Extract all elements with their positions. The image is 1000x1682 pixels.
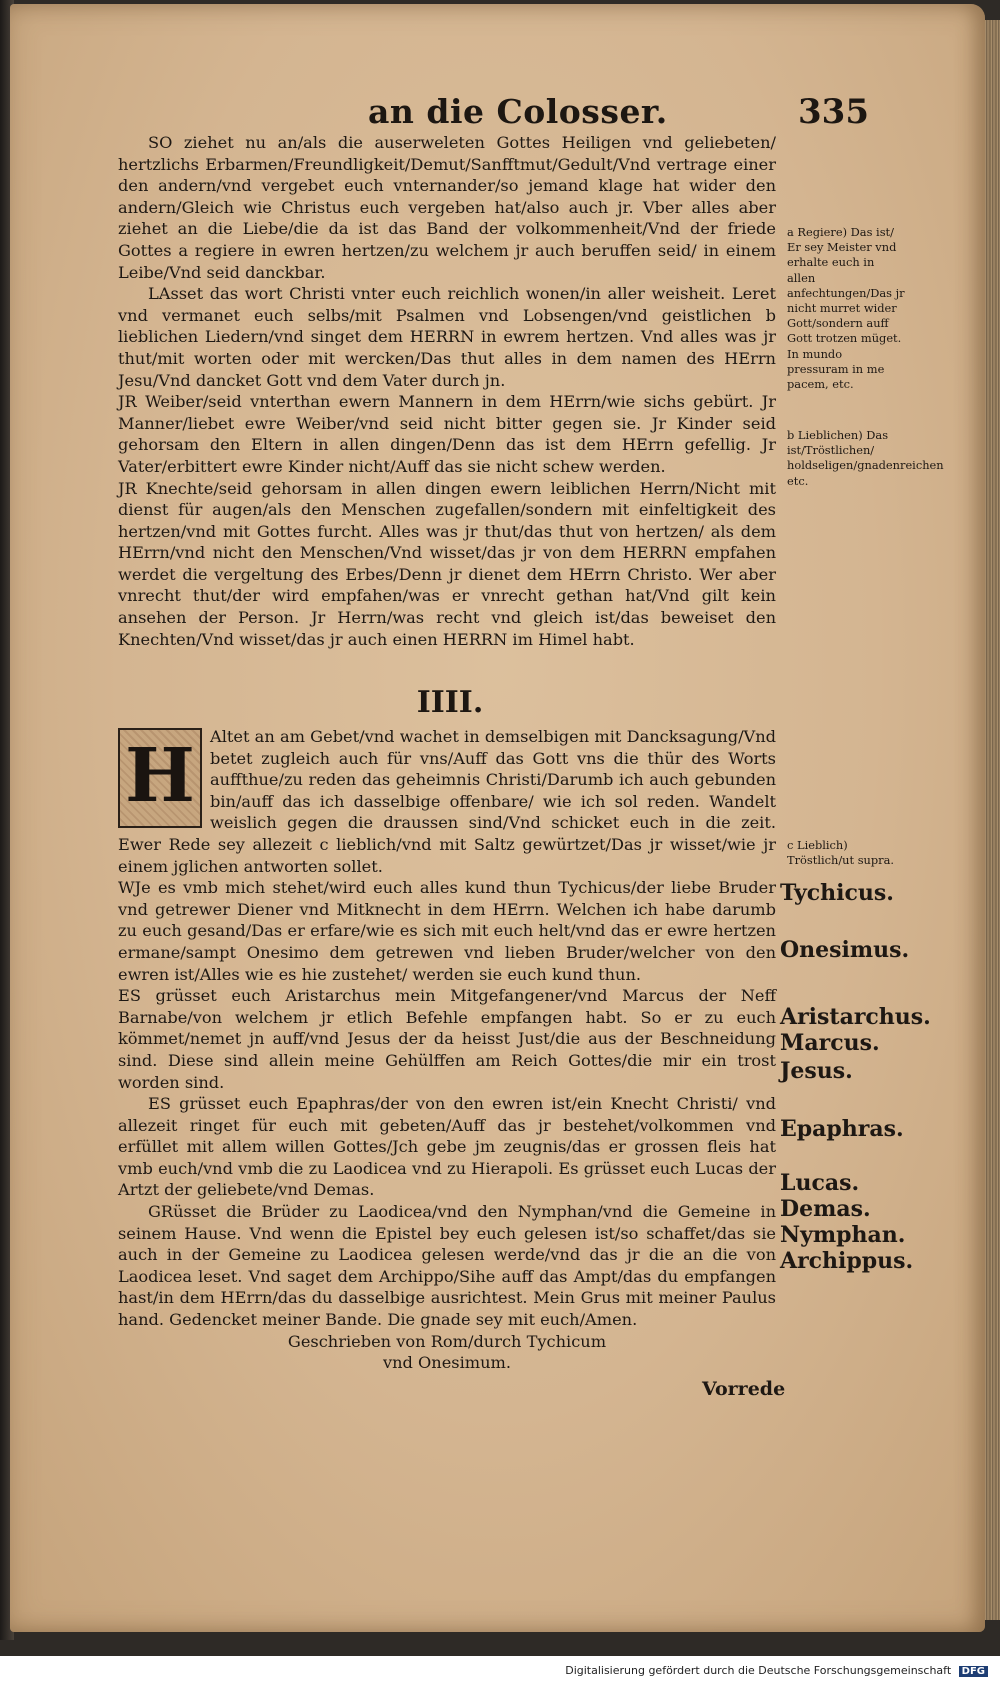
margin-name: Archippus. bbox=[780, 1248, 914, 1274]
paragraph: LAsset das wort Christi vnter euch reichlich wonen/in aller weisheit. Leret vnd vermanet euch selbs/mit Psalmen vnd Lobsengen/vnd geistlichen b lieblichen Liedern/vnd singet dem HERRN in ewrem hertzen. Vnd alles was jr thut/mit worten oder mit wercken/Das thut alles in dem namen des HErrn Jesu/Vnd dancket Gott vnd dem Vater durch jn. bbox=[118, 284, 776, 390]
paragraph: SO ziehet nu an/als die auserweleten Gottes Heiligen vnd geliebeten/ hertzlichs Erbarmen/Freundligkeit/Demut/Sanfftmut/Gedult/Vnd vertrage einer den andern/vnd vergebet euch vnternander/so jemand klage hat wider den andern/Gleich wie Christus euch vergeben hat/also auch jr. Vber alles aber ziehet an die Liebe/die da ist das Band der volkommenheit/Vnd der friede Gottes a regiere in ewren hertzen/zu welchem jr auch beruffen seid/ in einem Leibe/Vnd seid danckbar. bbox=[118, 133, 776, 282]
decorated-initial-letter: H bbox=[125, 733, 195, 819]
colophon-line: Geschrieben von Rom/durch Tychicum bbox=[287, 1331, 607, 1351]
text-block-lower bbox=[118, 726, 776, 1374]
colophon-line: vnd Onesimum. bbox=[382, 1353, 512, 1373]
margin-name: Lucas. bbox=[780, 1170, 860, 1196]
paragraph: GRüsset die Brüder zu Laodicea/vnd den Nymphan/vnd die Gemeine in seinem Hause. Vnd wenn die Epistel bey euch gelesen ist/so schaffet/das sie auch in der Gemeine zu Laodicea gelesen werde/vnd das jr die an die von Laodicea leset. Vnd saget dem Archippo/Sihe auff das Ampt/das du empfangen hast/in dem HErrn/das du dasselbige ausrichtest. Mein Grus mit meiner Paulus hand. Gedencket meiner Bande. Die gnade sey mit euch/Amen. bbox=[118, 1202, 776, 1330]
text-block-upper bbox=[118, 132, 776, 650]
paragraph: ES grüsset euch Epaphras/der von den ewren ist/ein Knecht Christi/ vnd allezeit ringet für euch mit gebeten/Auff das jr bestehet/volkommen vnd erfüllet mit allem willen Gottes/Jch gebe jm zeugnis/das er grossen fleis hat vmb euch/vnd vmb die zu Laodicea vnd zu Hierapoli. Es grüsset euch Lucas der Artzt der geliebete/vnd Demas. bbox=[118, 1094, 776, 1200]
margin-name: Onesimus. bbox=[780, 937, 910, 963]
catchword: Vorrede bbox=[702, 1378, 786, 1400]
margin-name: Aristarchus. bbox=[780, 1004, 931, 1030]
paragraph: JR Weiber/seid vnterthan ewern Mannern in dem HErrn/wie sichs gebürt. Jr Manner/liebet ewre Weiber/vnd seid nicht bitter gegen sie. Jr Kinder seid gehorsam den Eltern in allen dingen/Denn das ist dem HErrn gefellig. Jr Vater/erbittert ewre Kinder nicht/Auff das sie nicht schew werden. bbox=[118, 392, 776, 476]
page-number: 335 bbox=[798, 92, 869, 132]
paragraph: WJe es vmb mich stehet/wird euch alles kund thun Tychicus/der liebe Bruder vnd getrewer Diener vnd Mitknecht in dem HErrn. Welchen ich habe darumb zu euch gesand/Das er erfare/wie es sich mit euch helt/vnd das er ewre hertzen ermane/sampt Onesimo dem getrewen vnd lieben Bruder/welcher von den ewren ist/Alles wie es hie zustehet/ werden sie euch kund thun. bbox=[118, 878, 776, 984]
digitization-credit bbox=[565, 1664, 988, 1677]
margin-name: Tychicus. bbox=[780, 880, 894, 906]
dfg-logo-icon: DFG bbox=[959, 1666, 988, 1677]
margin-name: Epaphras. bbox=[780, 1116, 904, 1142]
margin-note-a: a Regiere) Das ist/ Er sey Meister vnd erhalte euch in allen anfechtungen/Das jr nicht murret wider Gott/sondern auff Gott trotzen müget. In mundo pressuram in me pacem, etc. bbox=[787, 225, 905, 392]
margin-name: Demas. bbox=[780, 1196, 871, 1222]
paragraph: JR Knechte/seid gehorsam in allen dingen ewern leiblichen Herrn/Nicht mit dienst für augen/als den Menschen zugefallen/sondern mit einfeltigkeit des hertzen/vnd mit Gottes furcht. Alles was jr thut/das thut von hertzen/ als dem HErrn/vnd nicht den Menschen/Vnd wisset/das jr von dem HERRN empfahen werdet die vergeltung des Erbes/Denn jr dienet dem HErrn Christo. Wer aber vnrecht thut/der wird empfahen/was er vnrecht gethan hat/Vnd gilt kein ansehen der Person. Jr Herrn/was recht vnd gleich ist/das beweiset den Knechten/Vnd wisset/das jr auch einen HERRN im Himel habt. bbox=[118, 478, 776, 649]
margin-note-c: c Lieblich) Tröstlich/ut supra. bbox=[787, 838, 895, 868]
paragraph: ES grüsset euch Aristarchus mein Mitgefangener/vnd Marcus der Neff Barnabe/von welchem jr etlich Befehle empfangen habt. So er zu euch kömmet/nemet jn auff/vnd Jesus der da heisst Just/die aus der Beschneidung sind. Diese sind allein meine Gehülffen am Reich Gottes/die mir ein trost worden sind. bbox=[118, 986, 776, 1092]
margin-name: Marcus. bbox=[780, 1030, 880, 1056]
decorated-initial bbox=[118, 728, 202, 828]
margin-name: Nymphan. bbox=[780, 1222, 906, 1248]
chapter-number: IIII. bbox=[416, 685, 484, 720]
credit-text: Digitalisierung gefördert durch die Deutsche Forschungsgemeinschaft bbox=[565, 1664, 952, 1677]
paragraph: Altet an am Gebet/vnd wachet in demselbigen mit Dancksagung/Vnd betet zugleich auch für vns/Auff das Gott vns die thür des Worts auffthue/zu reden das geheimnis Christi/Darumb ich auch gebunden bin/auff das ich dasselbige offenbare/ wie ich sol reden. Wandelt weislich gegen die draussen sind/Vnd schicket euch in die zeit. Ewer Rede sey allezeit c lieblich/vnd mit Saltz gewürtzet/Das jr wisset/wie jr einem jglichen antworten sollet. bbox=[118, 727, 776, 876]
margin-name: Jesus. bbox=[780, 1058, 853, 1084]
margin-note-b: b Lieblichen) Das ist/Tröstlichen/ holdseligen/gnadenreichen etc. bbox=[787, 428, 944, 488]
running-head: an die Colosser. bbox=[368, 92, 668, 131]
